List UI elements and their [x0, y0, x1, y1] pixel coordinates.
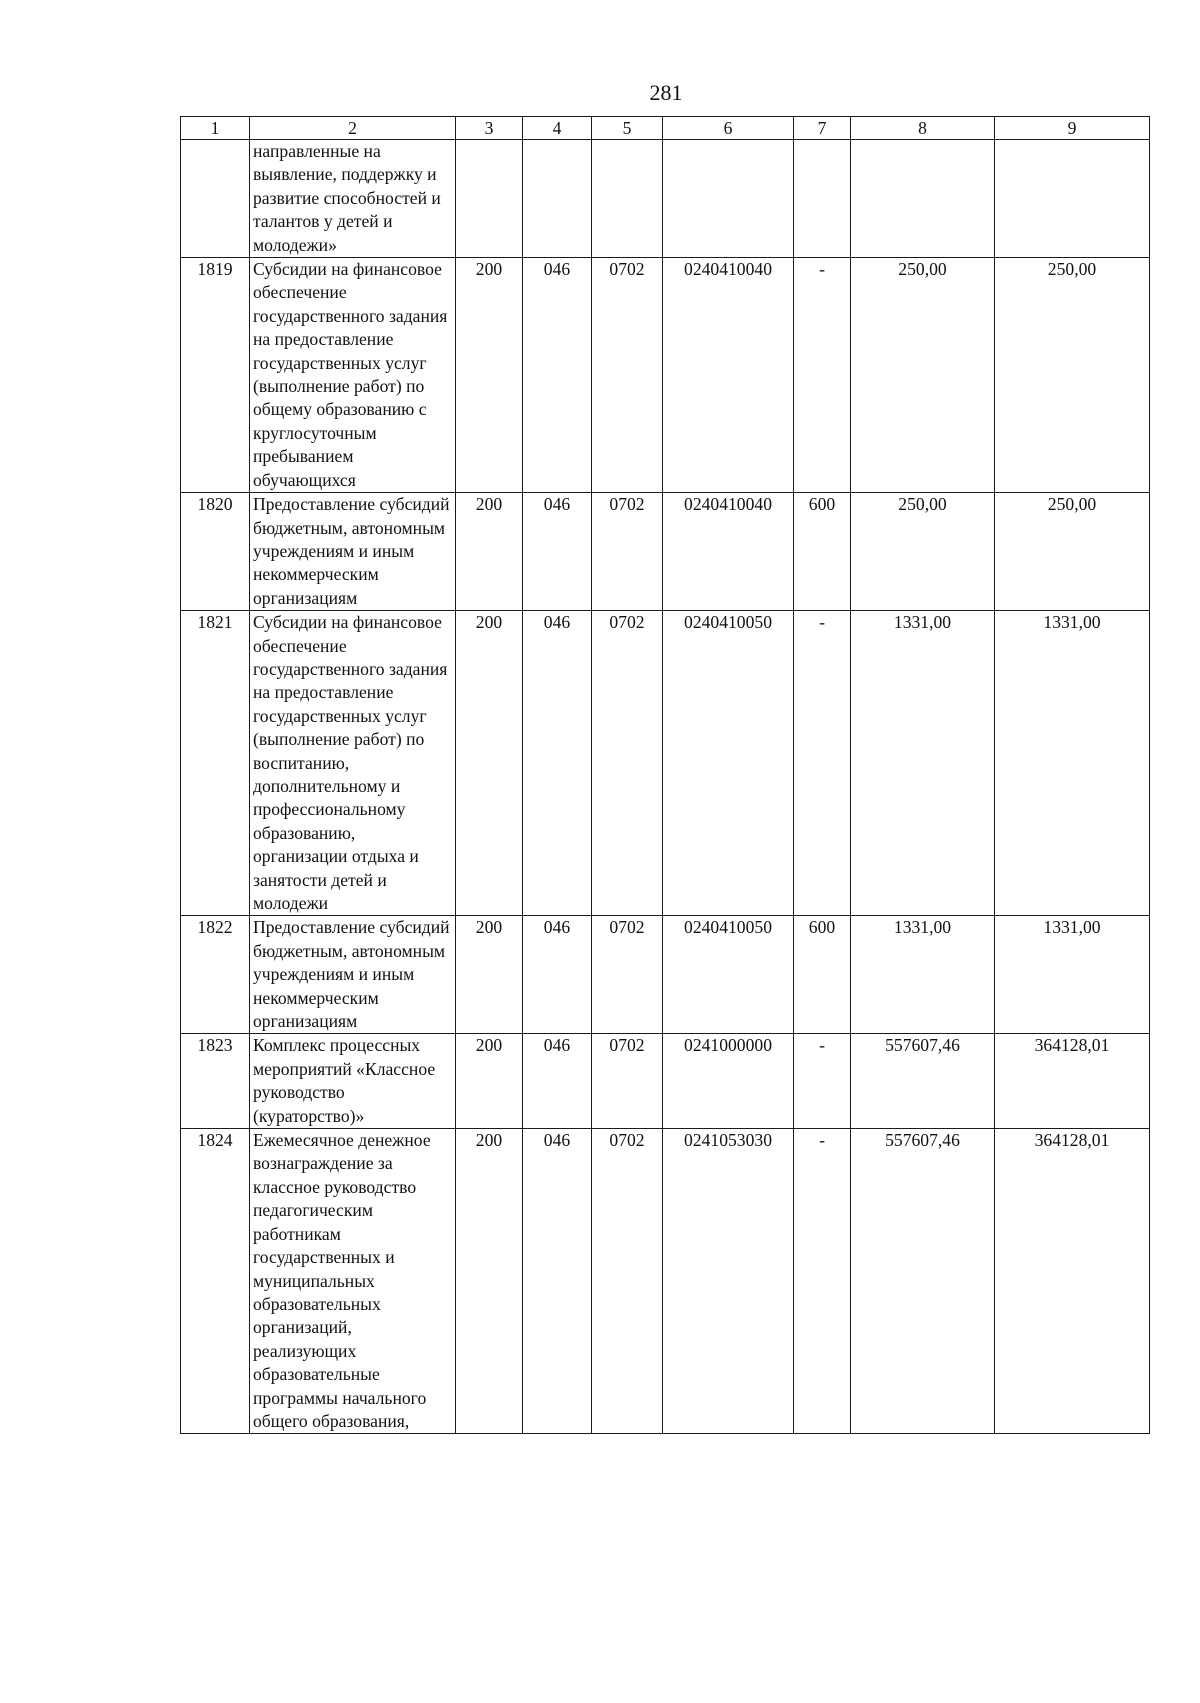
header-cell: 6 [663, 117, 794, 140]
table-row [181, 611, 1150, 916]
row-col7 [794, 140, 851, 258]
row-col4: 046 [523, 611, 592, 916]
table-row [181, 1034, 1150, 1129]
row-col4: 046 [523, 1129, 592, 1434]
row-name: Комплекс процессных мероприятий «Классное руководство (кураторство)» [250, 1034, 456, 1129]
row-number: 1824 [181, 1129, 250, 1434]
row-col6: 0241053030 [663, 1129, 794, 1434]
row-number: 1820 [181, 493, 250, 611]
row-col7: 600 [794, 916, 851, 1034]
row-col4: 046 [523, 258, 592, 493]
row-number: 1823 [181, 1034, 250, 1129]
row-col3: 200 [456, 916, 523, 1034]
row-col5: 0702 [592, 1034, 663, 1129]
row-name: Предоставление субсидий бюджетным, автономным учреждениям и иным некоммерческим организациям [250, 493, 456, 611]
row-col3: 200 [456, 493, 523, 611]
header-cell: 4 [523, 117, 592, 140]
row-col8 [851, 140, 995, 258]
row-col9: 1331,00 [995, 611, 1150, 916]
row-col9: 250,00 [995, 258, 1150, 493]
header-cell: 9 [995, 117, 1150, 140]
row-col7: 600 [794, 493, 851, 611]
budget-table [180, 116, 1150, 1434]
row-col6 [663, 140, 794, 258]
row-col3: 200 [456, 611, 523, 916]
row-name: направленные на выявление, поддержку и развитие способностей и талантов у детей и молодежи» [250, 140, 456, 258]
table-row [181, 493, 1150, 611]
row-col8: 250,00 [851, 258, 995, 493]
row-col6: 0240410050 [663, 611, 794, 916]
header-cell: 7 [794, 117, 851, 140]
row-col8: 1331,00 [851, 611, 995, 916]
header-row [181, 117, 1150, 140]
row-col6: 0240410040 [663, 258, 794, 493]
row-number: 1819 [181, 258, 250, 493]
row-col4: 046 [523, 916, 592, 1034]
row-col7: - [794, 258, 851, 493]
row-col8: 557607,46 [851, 1034, 995, 1129]
row-col9: 1331,00 [995, 916, 1150, 1034]
row-col7: - [794, 611, 851, 916]
table-row [181, 1129, 1150, 1434]
row-col5: 0702 [592, 611, 663, 916]
row-col3: 200 [456, 258, 523, 493]
row-col8: 557607,46 [851, 1129, 995, 1434]
page-number: 281 [649, 80, 683, 105]
row-col6: 0240410040 [663, 493, 794, 611]
row-col4 [523, 140, 592, 258]
row-col3: 200 [456, 1129, 523, 1434]
row-number [181, 140, 250, 258]
row-col3 [456, 140, 523, 258]
row-name: Ежемесячное денежное вознаграждение за классное руководство педагогическим работникам государственных и муниципальных образовательных организаций, реализующих образовательные программы начального общего образования, [250, 1129, 456, 1434]
row-col8: 250,00 [851, 493, 995, 611]
row-col9 [995, 140, 1150, 258]
row-name: Субсидии на финансовое обеспечение государственного задания на предоставление государственных услуг (выполнение работ) по общему образованию с круглосуточным пребыванием обучающихся [250, 258, 456, 493]
header-cell: 2 [250, 117, 456, 140]
header-cell: 5 [592, 117, 663, 140]
row-col9: 364128,01 [995, 1129, 1150, 1434]
row-col6: 0240410050 [663, 916, 794, 1034]
row-col5: 0702 [592, 1129, 663, 1434]
row-col9: 364128,01 [995, 1034, 1150, 1129]
row-col3: 200 [456, 1034, 523, 1129]
header-cell: 3 [456, 117, 523, 140]
row-number: 1822 [181, 916, 250, 1034]
row-col5: 0702 [592, 258, 663, 493]
row-col7: - [794, 1034, 851, 1129]
header-cell: 1 [181, 117, 250, 140]
row-name: Предоставление субсидий бюджетным, автономным учреждениям и иным некоммерческим организациям [250, 916, 456, 1034]
row-col4: 046 [523, 1034, 592, 1129]
table-row [181, 916, 1150, 1034]
header-cell: 8 [851, 117, 995, 140]
table-row [181, 140, 1150, 258]
row-col8: 1331,00 [851, 916, 995, 1034]
row-number: 1821 [181, 611, 250, 916]
row-col4: 046 [523, 493, 592, 611]
table-row [181, 258, 1150, 493]
row-col5 [592, 140, 663, 258]
row-col9: 250,00 [995, 493, 1150, 611]
row-col5: 0702 [592, 493, 663, 611]
row-col7: - [794, 1129, 851, 1434]
row-col6: 0241000000 [663, 1034, 794, 1129]
row-name: Субсидии на финансовое обеспечение государственного задания на предоставление государственных услуг (выполнение работ) по воспитанию, дополнительному и профессиональному образованию, организации отдыха и занятости детей и молодежи [250, 611, 456, 916]
row-col5: 0702 [592, 916, 663, 1034]
